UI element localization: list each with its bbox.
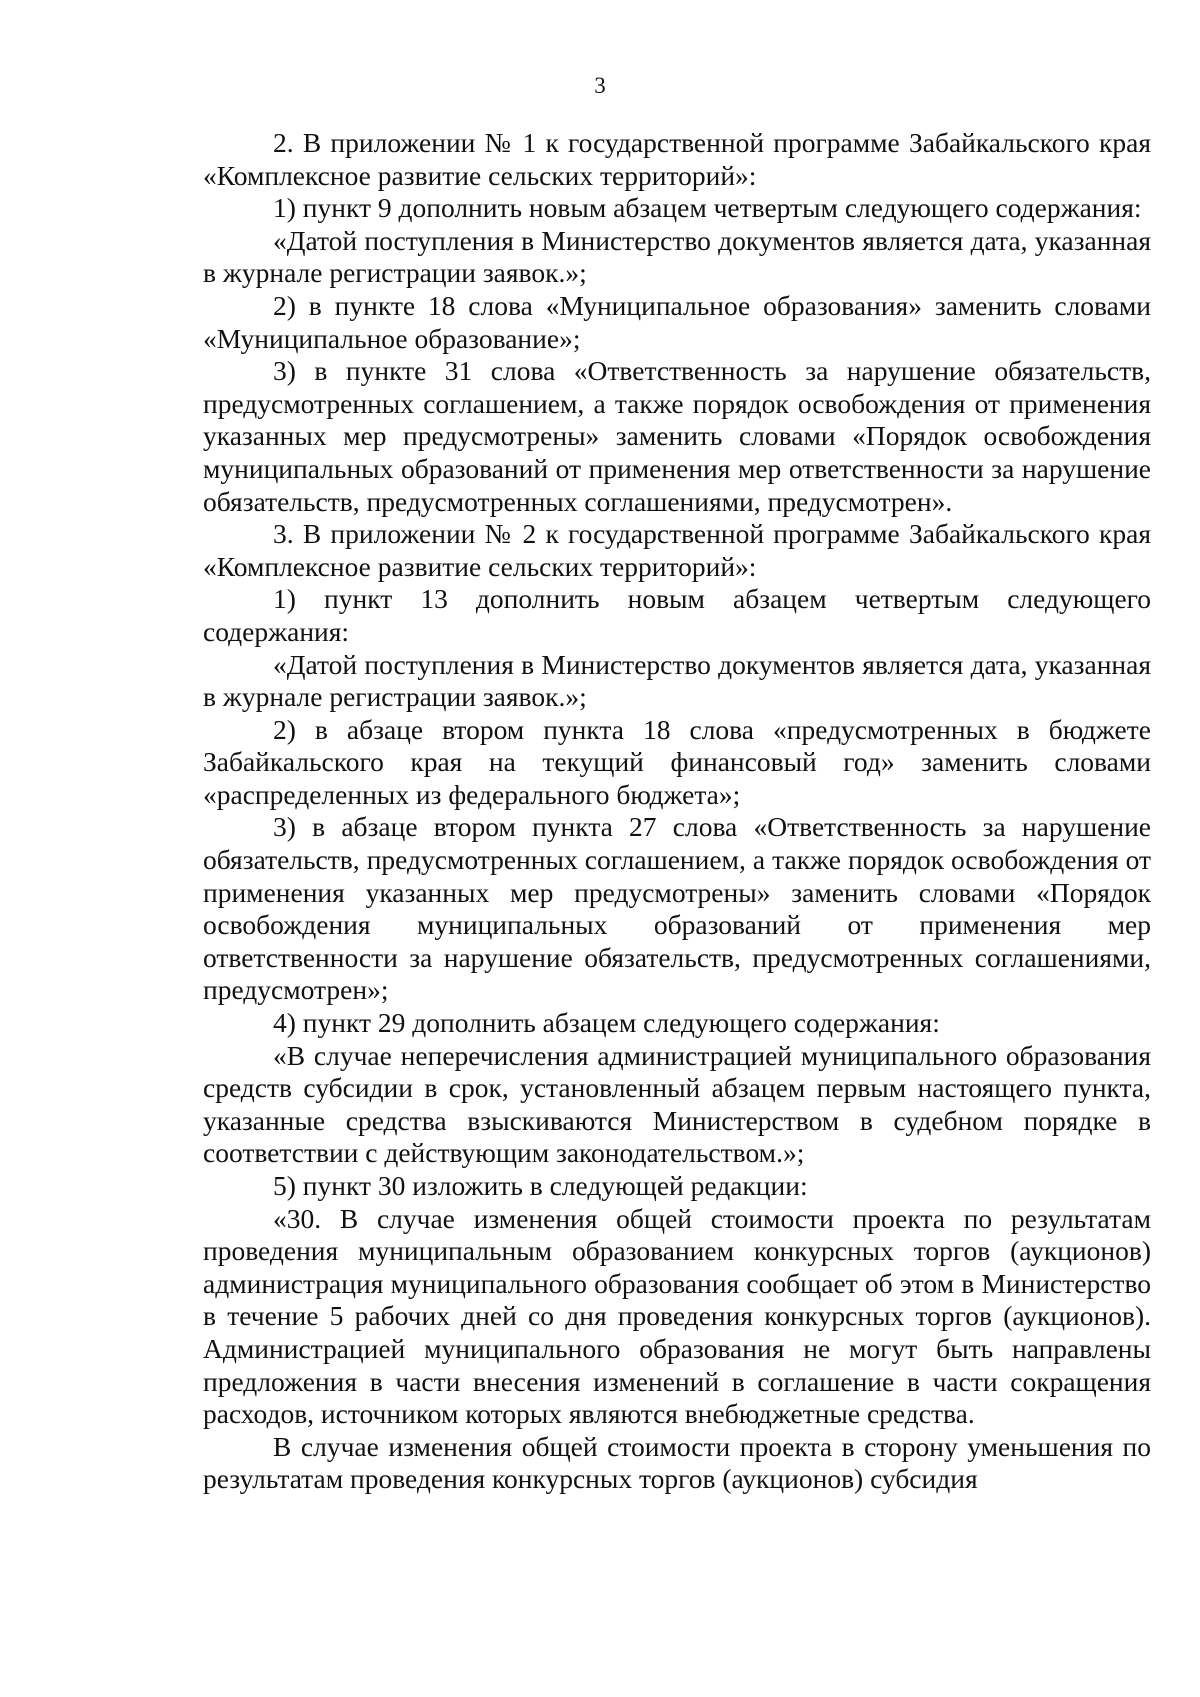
paragraph: 2) в абзаце втором пункта 18 слова «предусмотренных в бюджете Забайкальского края на текущий финансовый год» заменить словами «распределенных из федерального бюджета»; (203, 713, 1151, 810)
paragraph: «30. В случае изменения общей стоимости проекта по результатам проведения муниципальным образованием конкурсных торгов (аукционов) администрация муниципального образования сообщает об этом в Министерство в течение 5 рабочих дней со дня проведения конкурсных торгов (аукционов). Администрацией муниципального образования не могут быть направлены предложения в части внесения изменений в соглашение в части сокращения расходов, источником которых являются внебюджетные средства. (203, 1202, 1151, 1430)
paragraph: 3. В приложении № 2 к государственной программе Забайкальского края «Комплексное развитие сельских территорий»: (203, 518, 1151, 582)
paragraph: 1) пункт 9 дополнить новым абзацем четвертым следующего содержания: (273, 192, 1142, 224)
paragraph: В случае изменения общей стоимости проекта в сторону уменьшения по результатам проведения конкурсных торгов (аукционов) субсидия (203, 1430, 1151, 1495)
paragraph: 3) в абзаце втором пункта 27 слова «Ответственность за нарушение обязательств, предусмотренных соглашением, а также порядок освобождения от применения указанных мер предусмотрены» заменить словами «Порядок освобождения муниципальных образований от применения мер ответственности за нарушение обязательств, предусмотренных соглашениями, предусмотрен»; (203, 811, 1151, 1006)
page-number: 3 (594, 73, 606, 98)
paragraph: «В случае неперечисления администрацией муниципального образования средств субсидии в срок, установленный абзацем первым настоящего пункта, указанные средства взыскиваются Министерством в судебном порядке в соответствии с действующим законодательством.»; (203, 1039, 1151, 1169)
paragraph: 2) в пункте 18 слова «Муниципальное образования» заменить словами «Муниципальное образование»; (203, 289, 1151, 354)
document-body (203, 127, 1151, 1496)
paragraph: 5) пункт 30 изложить в следующей редакции: (273, 1170, 808, 1201)
paragraph: «Датой поступления в Министерство документов является дата, указанная в журнале регистрации заявок.»; (203, 224, 1151, 289)
paragraph: 4) пункт 29 дополнить абзацем следующего содержания: (273, 1007, 940, 1039)
paragraph: 2. В приложении № 1 к государственной программе Забайкальского края «Комплексное развитие сельских территорий»: (203, 127, 1151, 191)
paragraph: «Датой поступления в Министерство документов является дата, указанная в журнале регистрации заявок.»; (203, 648, 1151, 713)
paragraph: 3) в пункте 31 слова «Ответственность за нарушение обязательств, предусмотренных соглашением, а также порядок освобождения от применения указанных мер предусмотрены» заменить словами «Порядок освобождения муниципальных образований от применения мер ответственности за нарушение обязательств, предусмотренных соглашениями, предусмотрен». (203, 355, 1151, 517)
paragraph: 1) пункт 13 дополнить новым абзацем четвертым следующего содержания: (203, 583, 1151, 647)
